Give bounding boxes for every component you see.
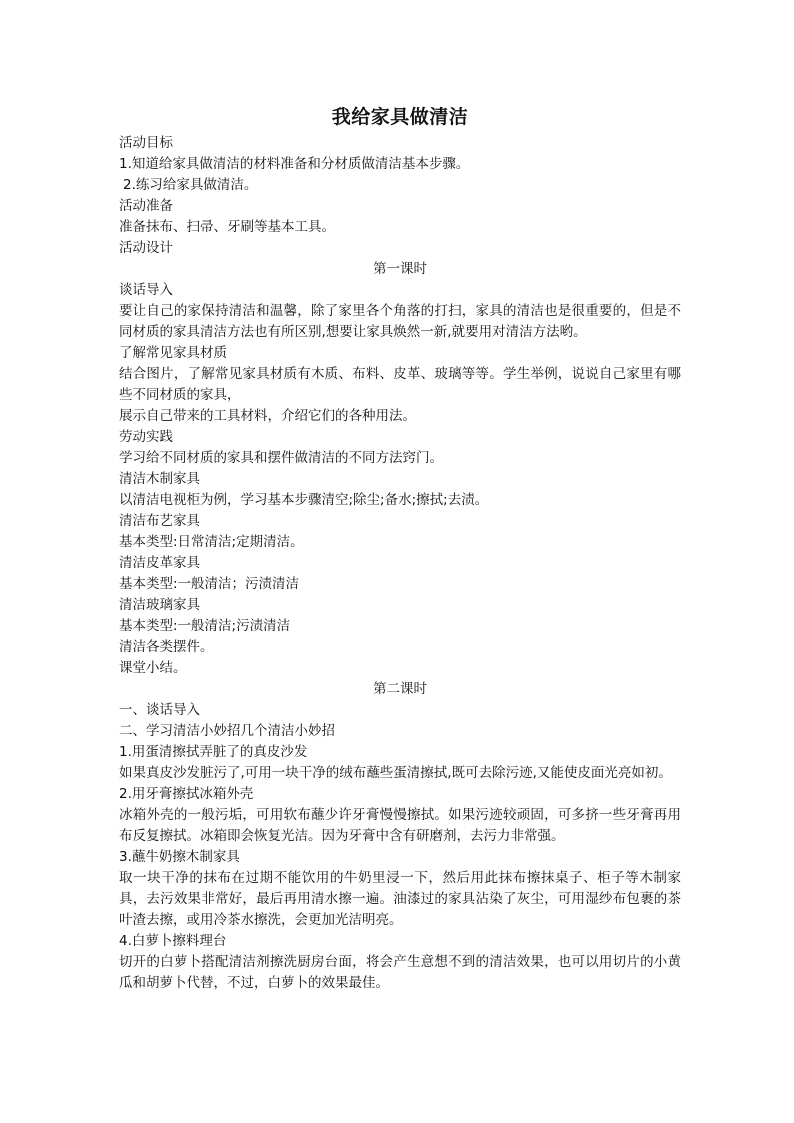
tip-2-paragraph: 冰箱外壳的一般污垢，可用软布蘸少许牙膏慢慢擦拭。如果污迹较顽固，可多挤一些牙膏再用布反复擦拭。冰箱即会恢复光洁。因为牙膏中含有研磨剂，去污力非常强。: [119, 807, 681, 844]
subheading-intro-talk: 谈话导入: [119, 282, 173, 298]
subheading-materials: 了解常见家具材质: [119, 345, 227, 361]
tip-1-heading: 1.用蛋清擦拭弄脏了的真皮沙发: [119, 744, 308, 760]
materials-paragraph: 结合图片，了解常见家具材质有木质、布料、皮革、玻璃等等。学生举例，说说自己家里有哪些不同材质的家具，: [119, 366, 681, 403]
subheading-fabric: 清洁布艺家具: [119, 513, 200, 529]
tip-1-paragraph: 如果真皮沙发脏污了,可用一块干净的绒布蘸些蛋清擦拭,既可去除污迹,又能使皮面光亮如初。: [119, 765, 672, 781]
preparation-text: 准备抹布、扫帚、牙刷等基本工具。: [119, 219, 335, 235]
goal-item-1: 1.知道给家具做清洁的材料准备和分材质做清洁基本步骤。: [119, 156, 470, 172]
section-heading-goals: 活动目标: [119, 135, 173, 151]
subheading-practice: 劳动实践: [119, 429, 173, 445]
glass-text: 基本类型:一般清洁;污渍清洁: [119, 618, 291, 634]
tools-text: 展示自己带来的工具材料，介绍它们的各种用法。: [119, 408, 416, 424]
tip-4-paragraph: 切开的白萝卜搭配清洁剂擦洗厨房台面，将会产生意想不到的清洁效果，也可以用切片的小黄瓜和胡萝卜代替，不过，白萝卜的效果最佳。: [119, 954, 681, 991]
tip-3-paragraph: 取一块干净的抹布在过期不能饮用的牛奶里浸一下，然后用此抹布擦抹桌子、柜子等木制家具，去污效果非常好，最后再用清水擦一遍。油漆过的家具沾染了灰尘，可用湿纱布包裹的茶叶渣去擦，或用冷茶水擦洗，会更加光洁明亮。: [119, 870, 681, 928]
practice-text: 学习给不同材质的家具和摆件做清洁的不同方法窍门。: [119, 450, 443, 466]
ornaments-text: 清洁各类摆件。: [119, 639, 214, 655]
fabric-text: 基本类型:日常清洁;定期清洁。: [119, 534, 304, 550]
leather-text: 基本类型:一般清洁；污渍清洁: [119, 576, 300, 592]
lesson-1-heading: 第一课时: [373, 261, 427, 277]
subheading-leather: 清洁皮革家具: [119, 555, 200, 571]
subheading-glass: 清洁玻璃家具: [119, 597, 200, 613]
wood-text: 以清洁电视柜为例，学习基本步骤清空;除尘;备水;擦拭;去渍。: [119, 492, 489, 508]
section-heading-preparation: 活动准备: [119, 198, 173, 214]
subheading-wood: 清洁木制家具: [119, 471, 200, 487]
lesson-2-item-2: 二、学习清洁小妙招几个清洁小妙招: [119, 723, 335, 739]
intro-paragraph: 要让自己的家保持清洁和温馨，除了家里各个角落的打扫，家具的清洁也是很重要的，但是不同材质的家具清洁方法也有所区别,想要让家具焕然一新,就要用对清洁方法哟。: [119, 303, 681, 340]
document-title: 我给家具做清洁: [331, 106, 469, 128]
summary-text: 课堂小结。: [119, 660, 187, 676]
document-body: [119, 103, 681, 994]
goal-item-2: 2.练习给家具做清洁。: [123, 177, 258, 193]
tip-3-heading: 3.蘸牛奶擦木制家具: [119, 849, 240, 865]
tip-4-heading: 4.白萝卜擦料理台: [119, 933, 227, 949]
tip-2-heading: 2.用牙膏擦拭冰箱外壳: [119, 786, 254, 802]
lesson-2-heading: 第二课时: [373, 681, 427, 697]
section-heading-design: 活动设计: [119, 240, 173, 256]
lesson-2-item-1: 一、谈话导入: [119, 702, 200, 718]
